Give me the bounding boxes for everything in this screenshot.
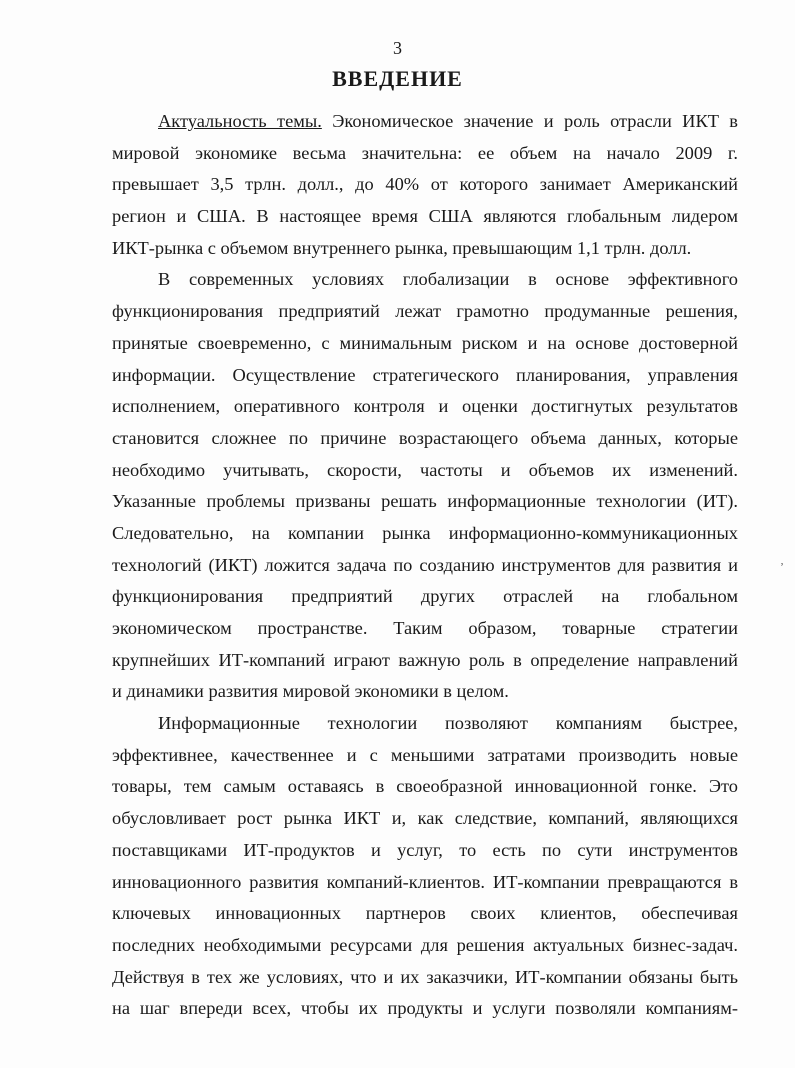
text-line: последних необходимыми ресурсами для решения актуальных бизнес-задач.	[112, 934, 738, 955]
text-line: информации. Осуществление стратегического планирования, управления	[112, 364, 738, 385]
margin-mark: ‚	[780, 553, 784, 567]
text-line: ИКТ-рынка с объемом внутреннего рынка, превышающим 1,1 трлн. долл.	[112, 237, 692, 258]
document-body	[112, 106, 738, 1025]
text-line: принятые своевременно, с минимальным риском и на основе достоверной	[112, 332, 738, 353]
text-line: инновационного развития компаний-клиентов. ИТ-компании превращаются в	[112, 871, 738, 892]
section-heading: ВВЕДЕНИЕ	[332, 66, 463, 91]
text-line: эффективнее, качественнее и с меньшими затратами производить новые	[112, 744, 738, 765]
text-line: и динамики развития мировой экономики в целом.	[112, 681, 509, 702]
text-line: ключевых инновационных партнеров своих клиентов, обеспечивая	[112, 903, 738, 924]
text-line: Информационные технологии позволяют компаниям быстрее,	[158, 713, 738, 734]
text-line: Действуя в тех же условиях, что и их заказчики, ИТ-компании обязаны быть	[112, 966, 738, 987]
text-line: экономическом пространстве. Таким образом, товарные стратегии	[112, 618, 738, 638]
paragraph-globalization	[112, 264, 738, 708]
text-line: Следовательно, на компании рынка информационно-коммуникационных	[112, 522, 738, 543]
paragraph-it-technologies	[112, 708, 738, 1025]
text-line: мировой экономике весьма значительна: ее объем на начало 2009 г.	[112, 142, 738, 163]
text-line: регион и США. В настоящее время США являются глобальным лидером	[112, 206, 738, 227]
text-line: Актуальность темы. Экономическое значение и роль отрасли ИКТ в	[158, 111, 738, 131]
text-line: необходимо учитывать, скорости, частоты и объемов их изменений.	[112, 459, 738, 480]
text-line: крупнейших ИТ-компаний играют важную роль в определение направлений	[112, 649, 738, 670]
text-line: Указанные проблемы призваны решать информационные технологии (ИТ).	[112, 491, 738, 512]
text-line: В современных условиях глобализации в основе эффективного	[158, 269, 738, 290]
text-line: на шаг впереди всех, чтобы их продукты и услуги позволяли компаниям-	[112, 998, 738, 1019]
page-number: 3	[393, 38, 402, 58]
text-line: технологий (ИКТ) ложится задача по созданию инструментов для развития и	[112, 554, 738, 575]
relevance-lead: Актуальность темы.	[158, 111, 322, 131]
text-line: поставщиками ИТ-продуктов и услуг, то есть по сути инструментов	[112, 839, 738, 860]
paragraph-relevance	[112, 106, 738, 264]
text-line: становится сложнее по причине возрастающего объема данных, которые	[112, 427, 738, 448]
text-line: превышает 3,5 трлн. долл., до 40% от которого занимает Американский	[112, 174, 738, 195]
text-line: товары, тем самым оставаясь в своеобразной инновационной гонке. Это	[112, 776, 738, 797]
text-line: функционирования предприятий лежат грамотно продуманные решения,	[112, 301, 738, 322]
text-line: функционирования предприятий других отраслей на глобальном	[112, 586, 738, 607]
text-line: исполнением, оперативного контроля и оценки достигнутых результатов	[112, 396, 738, 417]
text-line: обусловливает рост рынка ИКТ и, как следствие, компаний, являющихся	[112, 808, 738, 829]
